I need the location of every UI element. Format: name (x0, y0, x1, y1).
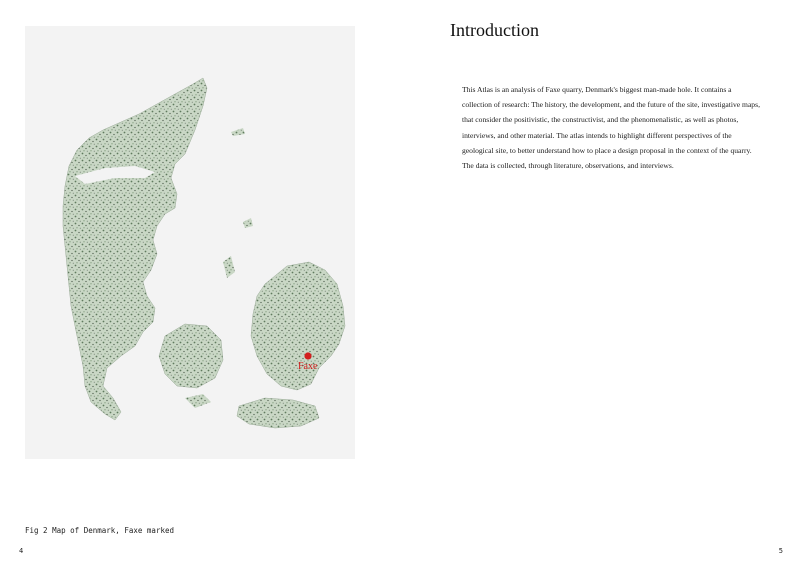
aero-island (185, 394, 211, 408)
denmark-map (25, 26, 355, 459)
faxe-marker (304, 352, 311, 359)
intro-paragraph-2: The data is collected, through literature, observations, and interviews. (462, 161, 674, 171)
lolland-falster-landmass (237, 398, 319, 428)
page-title: Introduction (450, 20, 539, 40)
page-number-right: 5 (778, 547, 783, 555)
figure-caption: Fig 2 Map of Denmark, Faxe marked (25, 526, 175, 535)
anholt-island (231, 128, 245, 136)
intro-paragraph-1: This Atlas is an analysis of Faxe quarry, Denmark's biggest man-made hole. It contains a collection of research: The history, the development, and the future of the site, investigative maps, that consider the positivistic, the constructivist, and the phenomenalistic, as well as photos, interviews, and other material. The atlas intends to highlight different perspectives of the geological site, to better understand how to place a design proposal in the context of the quarry. (462, 85, 760, 155)
samso-island (223, 256, 235, 278)
introduction-text (462, 82, 762, 173)
lasso-island (243, 218, 253, 228)
funen-landmass (159, 324, 223, 388)
faxe-label: Faxe (298, 361, 318, 372)
right-page (402, 0, 804, 569)
denmark-map-svg (25, 26, 355, 459)
page-number-left: 4 (19, 547, 24, 555)
